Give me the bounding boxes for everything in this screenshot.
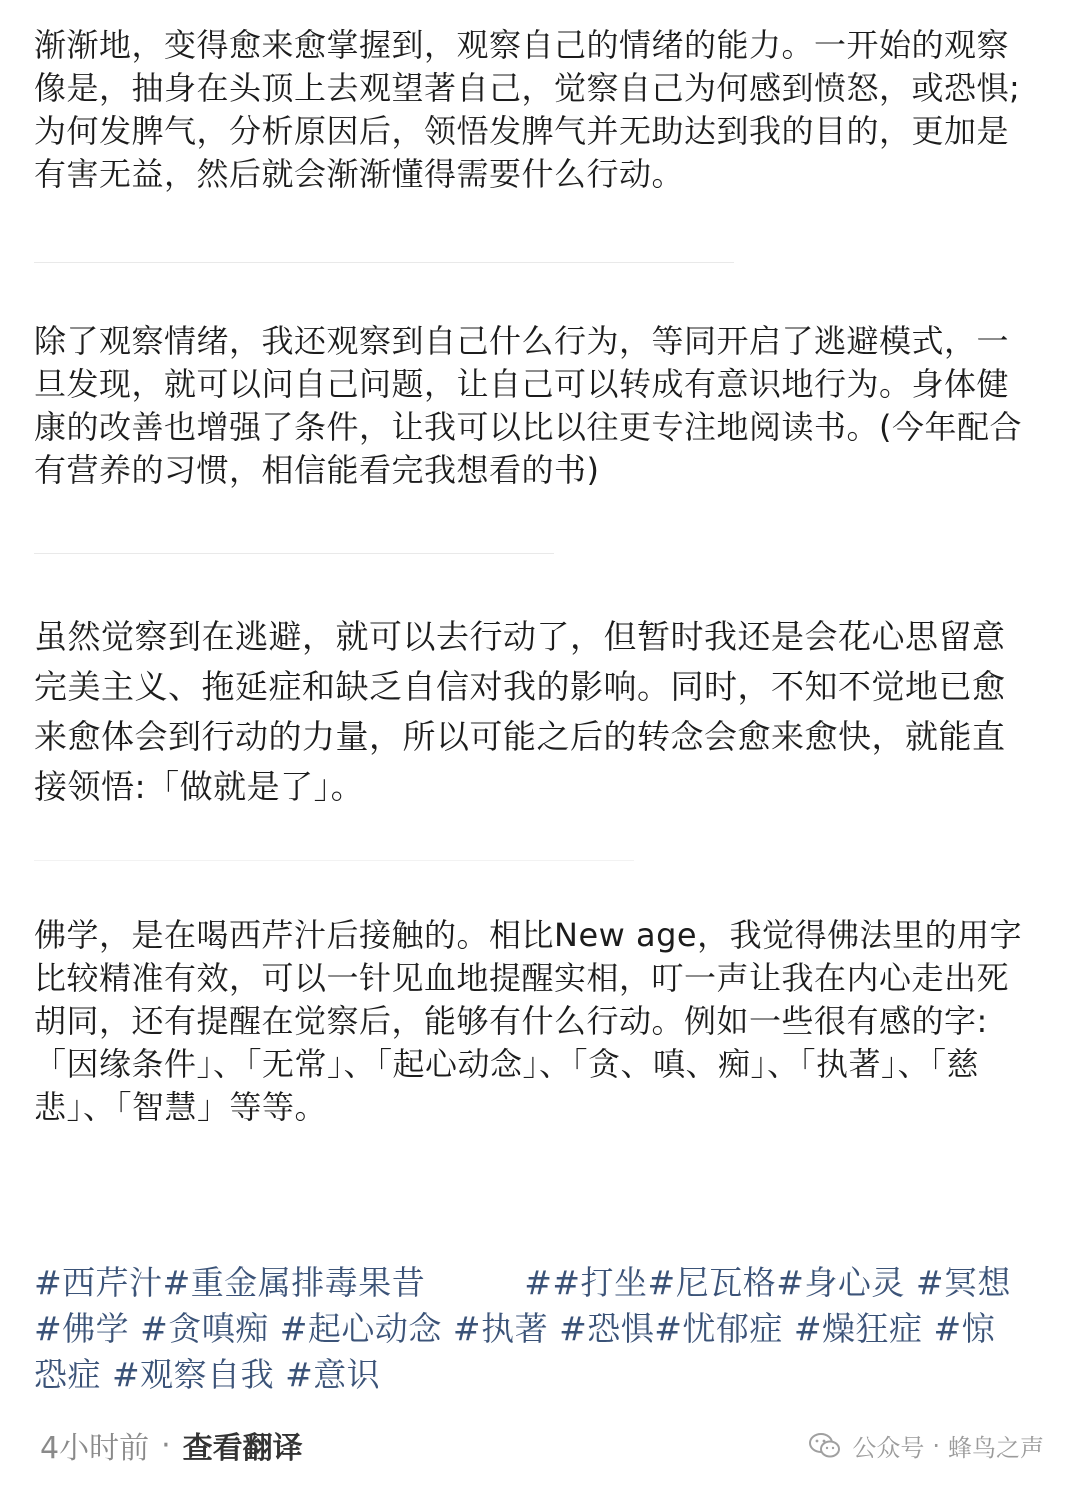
hashtag-link[interactable]: #贪嗔痴 — [129, 1309, 269, 1348]
post-timestamp: 4小时前 — [40, 1431, 150, 1466]
post-footer — [40, 1420, 303, 1470]
post-paragraph-2: 除了观察情绪，我还观察到自己什么行为，等同开启了逃避模式，一旦发现，就可以问自己问题，让自己可以转成有意识地行为。身体健康的改善也增强了条件，让我可以比以往更专注地阅读书。(今年配合有营养的习惯，相信能看完我想看的书) — [34, 322, 1022, 489]
watermark-label: 公众号 — [852, 1434, 925, 1462]
hashtag-link[interactable]: #惊恐症 — [34, 1309, 996, 1394]
watermark-separator: · — [932, 1431, 940, 1460]
watermark-account: 蜂鸟之声 — [948, 1434, 1044, 1462]
see-translation-link[interactable]: 查看翻译 — [182, 1431, 303, 1466]
paragraph-divider — [34, 553, 554, 554]
hashtag-link[interactable]: #观察自我 — [101, 1355, 275, 1394]
footer-separator: · — [161, 1427, 171, 1463]
paragraph-divider — [34, 262, 734, 263]
hashtag-link[interactable]: #恐惧 — [548, 1309, 655, 1348]
hashtag-link[interactable]: #西芹汁 — [34, 1263, 163, 1302]
watermark — [808, 1428, 1044, 1463]
hashtag-link[interactable]: #重金属排毒果昔 — [162, 1263, 426, 1302]
wechat-icon — [808, 1432, 842, 1460]
post-paragraph-1: 渐渐地，变得愈来愈掌握到，观察自己的情绪的能力。一开始的观察像是，抽身在头顶上去观望著自己，觉察自己为何感到愤怒，或恐惧;为何发脾气，分析原因后，领悟发脾气并无助达到我的目的，更加是有害无益，然后就会渐渐懂得需要什么行动。 — [34, 26, 1021, 193]
paragraph-divider — [34, 860, 634, 861]
hashtag-link[interactable]: #忧郁症 — [654, 1309, 783, 1348]
hashtag-link[interactable]: #冥想 — [904, 1263, 1011, 1302]
hashtag-link[interactable]: #身心灵 — [776, 1263, 905, 1302]
hashtag-link[interactable]: # — [524, 1263, 553, 1302]
hashtag-link[interactable]: #佛学 — [34, 1309, 130, 1348]
hashtag-list — [34, 1260, 1014, 1398]
hashtag-link-obscured[interactable] — [425, 1263, 524, 1302]
hashtag-link[interactable]: #起心动念 — [268, 1309, 442, 1348]
hashtag-link[interactable]: #打坐 — [552, 1263, 648, 1302]
hashtag-link[interactable]: #燥狂症 — [782, 1309, 923, 1348]
post-paragraph-3: 虽然觉察到在逃避，就可以去行动了，但暂时我还是会花心思留意完美主义、拖延症和缺乏自信对我的影响。同时，不知不觉地已愈来愈体会到行动的力量，所以可能之后的转念会愈来愈快，就能直接领悟:「做就是了」。 — [34, 617, 1006, 806]
hashtag-link[interactable]: #执著 — [441, 1309, 549, 1348]
hashtag-link[interactable]: #尼瓦格 — [647, 1263, 777, 1302]
hashtag-link[interactable]: #意识 — [274, 1355, 381, 1394]
post-paragraph-4: 佛学，是在喝西芹汁后接触的。相比New age，我觉得佛法里的用字比较精准有效，可以一针见血地提醒实相，叮一声让我在内心走出死胡同，还有提醒在觉察后，能够有什么行动。例如一些很有感的字:「因缘条件」、「无常」、「起心动念」、「贪、嗔、痴」、「执著」、「慈悲」、「智慧」等等。 — [34, 916, 1023, 1126]
